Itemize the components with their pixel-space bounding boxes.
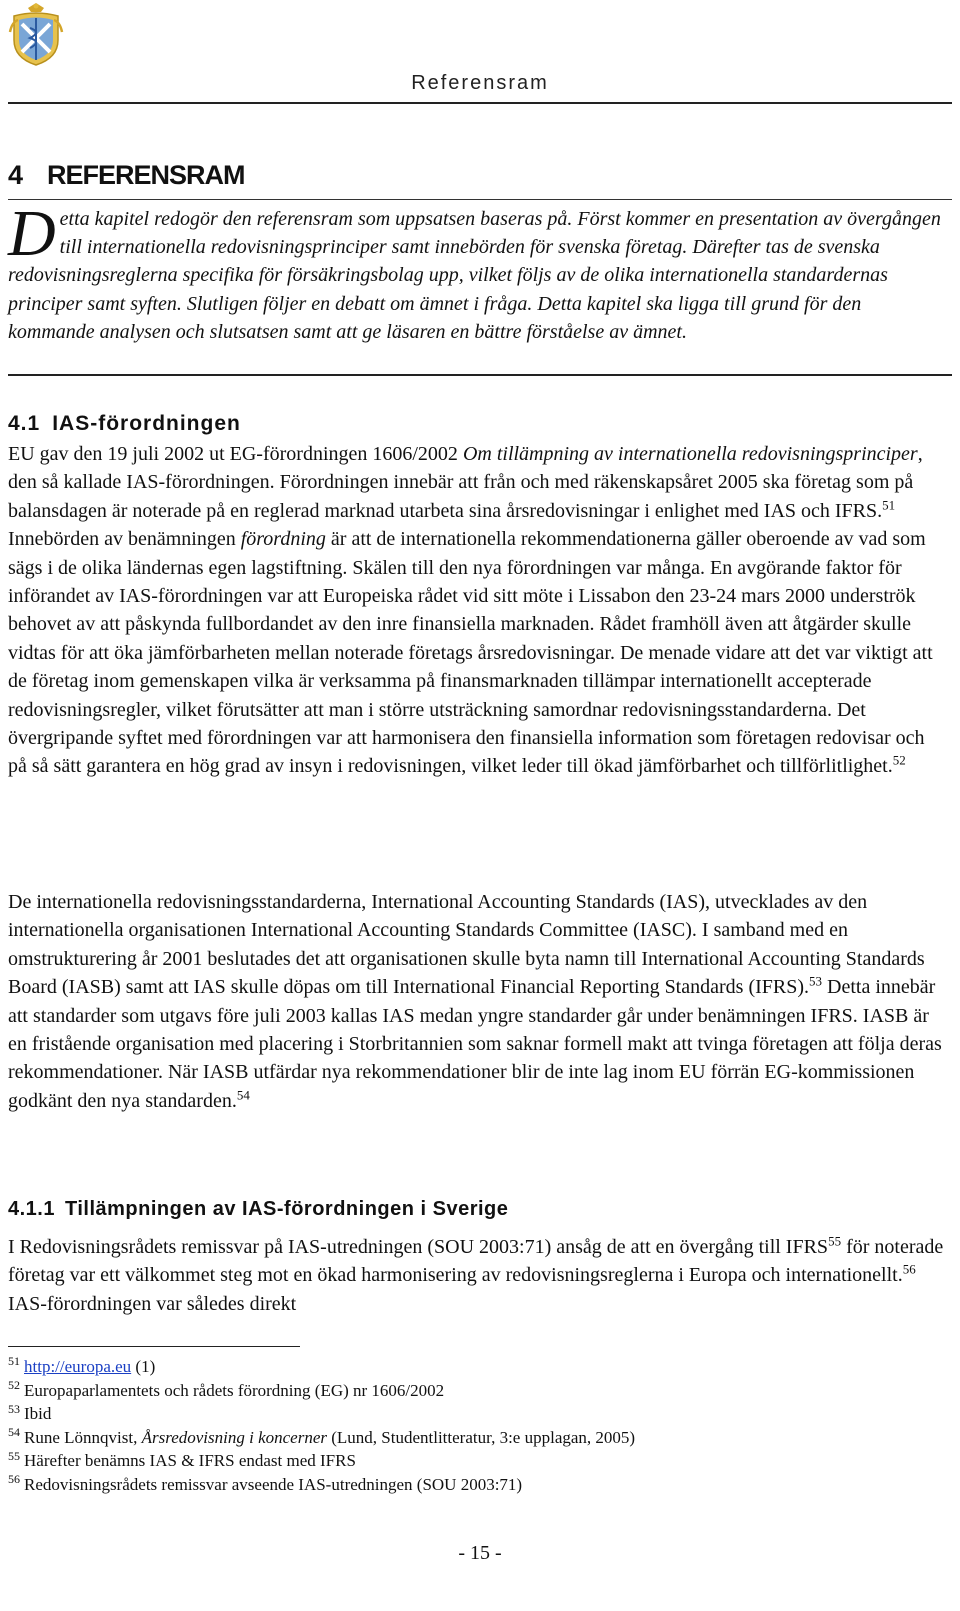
chapter-title: REFERENSRAM	[47, 160, 245, 190]
subsection-number: 4.1.1	[8, 1198, 55, 1220]
text-run: I Redovisningsrådets remissvar på IAS-utredningen (SOU 2003:71) ansåg de att en övergång till IFRS	[8, 1236, 829, 1258]
intro-top-rule	[8, 199, 952, 200]
italic-term: förordning	[240, 528, 326, 551]
text-run: , den så kallade IAS-förordningen. Förordningen innebär att från och med räkenskapsåret 2005 ska företag som på balansdagen är noterade på en reglerad marknad utarbeta sina årsredovisningar i enlighet med IAS och IFRS.	[8, 443, 923, 522]
text-run: är att de internationella rekommendationerna gäller oberoende av vad som sägs i de olika ländernas egen lagstiftning. Skälen till den nya förordningen var många. En avgörande faktor för införandet av IAS-förordningen var att Europeiska rådet vid sitt möte i Lissabon den 23-24 mars 2000 underströk behovet av att påskynda fullbordandet av den inre finansiella marknaden. Rådet framhöll även att åtgärder skulle vidtas för att öka jämförbarheten mellan noterade företags årsredovisningar. De menade vidare att det var viktigt att de företag inom gemenskapen vilka är verksamma på finansmarknaden tillämpar internationellt accepterade redovisningsregler, vilket förutsätter att man i större utsträckning samordnar redovisningsstandarderna. Det övergripande syftet med förordningen var att harmonisera den finansiella information som företagen redovisar och på så sätt garantera en hög grad av insyn i redovisningen, vilket leder till ökad jämförbarhet och tillförlitlighet.	[8, 528, 933, 778]
footnote-number: 54	[8, 1425, 20, 1440]
footnote-text: Redovisningsrådets remissvar avseende IAS-utredningen (SOU 2003:71)	[24, 1474, 523, 1494]
footnote-link[interactable]: http://europa.eu	[24, 1357, 132, 1376]
text-run: EU gav den 19 juli 2002 ut EG-förordningen 1606/2002	[8, 443, 463, 465]
section-number: 4.1	[8, 412, 41, 435]
text-run: för noterade företag var ett välkommet steg mot en ökad harmonisering av redovisningsreglerna i Europa och internationellt.	[8, 1236, 944, 1287]
subsection-title: Tillämpningen av IAS-förordningen i Sverige	[64, 1198, 509, 1220]
footnote-separator	[8, 1346, 300, 1347]
footnote-text: Rune Lönnqvist,	[24, 1427, 142, 1447]
university-seal-logo	[8, 2, 64, 66]
paragraph-ias-standards	[8, 888, 946, 1115]
footnote-book-title: Årsredovisning i koncerner	[141, 1427, 327, 1447]
footnote-number: 56	[8, 1472, 20, 1487]
header-rule	[8, 102, 952, 104]
footnote-ref[interactable]: 54	[236, 1087, 250, 1103]
footnote-text: (1)	[131, 1357, 156, 1376]
text-run: De internationella redovisningsstandarderna, International Accounting Standards (IAS), utvecklades av den internationella organisationen International Accounting Standards Committee (IASC). I samband med en omstrukturering år 2001 beslutades det att organisationen skulle byta namn till International Accounting Standards Board (IASB) samt att IAS skulle döpas om till International Financial Reporting Standards (IFRS).	[8, 891, 925, 999]
chapter-heading	[8, 160, 245, 191]
running-header: Referensram	[411, 72, 549, 94]
footnote-item	[8, 1355, 948, 1379]
footnote-item	[8, 1402, 948, 1426]
intro-bottom-rule	[8, 374, 952, 376]
footnote-number: 52	[8, 1377, 20, 1392]
footnote-number: 51	[8, 1354, 20, 1369]
text-run: Innebörden av benämningen	[8, 528, 241, 551]
italic-title: Om tillämpning av internationella redovisningsprinciper	[462, 443, 918, 465]
footnote-ref[interactable]: 56	[902, 1261, 916, 1277]
footnote-ref[interactable]: 55	[828, 1233, 842, 1249]
chapter-number: 4	[8, 160, 24, 190]
page-number: - 15 -	[458, 1542, 502, 1564]
text-run: Detta innebär att standarder som utgavs före juli 2003 kallas IAS medan yngre standarder går under benämningen IFRS. IASB är en fristående organisation med placering i Storbritannien som saknar formell makt att tvinga företagen att följa deras rekommendationer. När IASB utfärdar nya rekommendationer blir de inte lag inom EU förrän EG-kommissionen godkänt den nya standarden.	[8, 976, 942, 1112]
footnote-number: 53	[8, 1401, 20, 1416]
section-title: IAS-förordningen	[52, 412, 241, 435]
section-heading	[8, 412, 241, 436]
footnote-number: 55	[8, 1448, 20, 1463]
footnote-item	[8, 1379, 948, 1403]
paragraph-ias-regulation	[8, 440, 946, 781]
intro-text: etta kapitel redogör den referensram som uppsatsen baseras på. Först kommer en presentation av övergången till internationella redovisningsprinciper samt innebörden för svenska företag. Därefter tas de svenska redovisningsreglerna specifika för försäkringsbolag upp, vilket följs av de olika internationella standardernas principer samt syften. Slutligen följer en debatt om ämnet i fråga. Detta kapitel ska ligga till grund för den kommande analysen och slutsatsen samt att ge läsaren en bättre förståelse av ämnet.	[8, 208, 941, 343]
paragraph-sweden	[8, 1233, 946, 1318]
footnote-ref[interactable]: 53	[809, 973, 823, 989]
chapter-intro	[8, 197, 948, 346]
subsection-heading	[8, 1198, 508, 1221]
text-run: IAS-förordningen var således direkt	[8, 1292, 297, 1315]
footnotes-list	[8, 1355, 948, 1497]
footnote-text: Ibid	[24, 1404, 52, 1424]
footnote-ref[interactable]: 52	[892, 752, 906, 768]
footnote-item	[8, 1473, 948, 1497]
footnote-item	[8, 1426, 948, 1450]
footnote-text: (Lund, Studentlitteratur, 3:e upplagan, 2005)	[326, 1427, 636, 1447]
footnote-item	[8, 1449, 948, 1473]
footnote-ref[interactable]: 51	[882, 497, 896, 513]
footnote-text: Härefter benämns IAS & IFRS endast med IFRS	[24, 1451, 356, 1471]
drop-cap: D	[8, 197, 56, 270]
footnote-text: Europaparlamentets och rådets förordning (EG) nr 1606/2002	[24, 1380, 445, 1400]
